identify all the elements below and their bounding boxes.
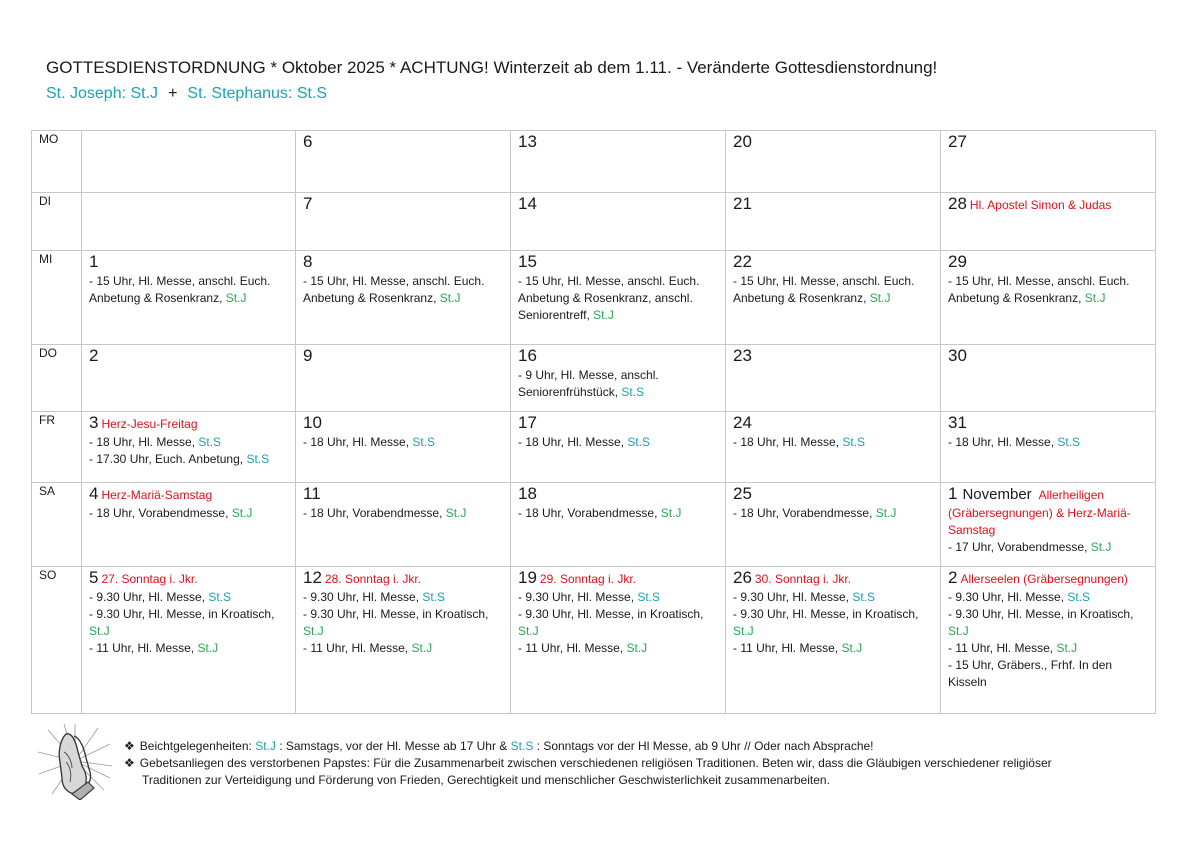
day-cell [82,251,296,345]
event-text: - 18 Uhr, Vorabendmesse, [518,506,661,520]
day-cell [82,567,296,714]
day-cell [511,483,726,567]
event-entry [303,434,506,451]
page-title: GOTTESDIENSTORDNUNG * Oktober 2025 * ACHTUNG! Winterzeit ab dem 1.11. - Veränderte Gottesdienstordnung! [46,58,938,77]
event-text: - 9.30 Uhr, Hl. Messe, in Kroatisch, [89,607,275,621]
day-number: 9 [303,346,313,365]
day-cell [726,483,941,567]
day-header [518,412,721,434]
event-text: - 9.30 Uhr, Hl. Messe, in Kroatisch, [303,607,489,621]
weekday-label: SO [32,567,82,714]
event-text: - 9.30 Uhr, Hl. Messe, [89,590,209,604]
event-text: - 9.30 Uhr, Hl. Messe, [518,590,638,604]
event-text: - 18 Uhr, Vorabendmesse, [89,506,232,520]
day-number: 13 [518,132,537,151]
day-cell [726,251,941,345]
event-entry [733,434,936,451]
day-header [948,251,1151,273]
day-number: 4 [89,484,99,503]
weekday-label: SA [32,483,82,567]
day-number: 7 [303,194,313,213]
day-cell [82,412,296,483]
day-cell [296,193,511,251]
day-header [303,193,506,215]
event-entry [948,657,1151,691]
event-location: St.J [1056,641,1078,655]
day-cell [941,131,1156,193]
event-location: St.J [869,291,891,305]
event-entry [518,434,721,451]
prayer-note-cont: Traditionen zur Verteidigung und Förderung von Frieden, Gerechtigkeit und menschlicher Geschwisterlichkeit zusammenarbeiten. [142,773,830,787]
event-location: St.S [198,435,222,449]
event-text: - 11 Uhr, Hl. Messe, [89,641,198,655]
day-number: 10 [303,413,322,432]
day-cell [726,345,941,412]
day-number: 27 [948,132,967,151]
event-text: - 17.30 Uhr, Euch. Anbetung, [89,452,247,466]
event-location: St.J [231,506,253,520]
event-entry [948,589,1151,606]
event-text: - 18 Uhr, Hl. Messe, [518,435,628,449]
weekday-label: DO [32,345,82,412]
day-cell [511,567,726,714]
day-header [518,131,721,153]
event-text: - 18 Uhr, Hl. Messe, [948,435,1058,449]
calendar-row [32,567,1156,714]
event-text: - 9.30 Uhr, Hl. Messe, in Kroatisch, [518,607,704,621]
day-header [89,483,291,505]
event-entry [89,273,291,307]
weekday-label: MI [32,251,82,345]
event-location: St.S [208,590,232,604]
event-location: St.J [660,506,682,520]
feast-label: 28. Sonntag i. Jkr. [324,572,421,586]
event-location: St.J [89,624,110,638]
calendar-row [32,251,1156,345]
event-text: - 9.30 Uhr, Hl. Messe, [733,590,853,604]
event-text: - 11 Uhr, Hl. Messe, [948,641,1057,655]
day-header [733,567,936,589]
day-number: 8 [303,252,313,271]
event-entry [303,273,506,307]
event-entry [518,367,721,401]
event-text: - 9 Uhr, Hl. Messe, anschl. Seniorenfrühstück, [518,368,659,399]
day-number: 20 [733,132,752,151]
event-location: St.J [225,291,247,305]
event-text: - 11 Uhr, Hl. Messe, [518,641,627,655]
day-cell [296,567,511,714]
day-header [303,131,506,153]
event-location: St.S [637,590,661,604]
day-header [733,131,936,153]
event-location: St.J [303,624,324,638]
event-entry [948,434,1151,451]
day-number: 29 [948,252,967,271]
calendar-row [32,345,1156,412]
day-header [89,345,291,367]
calendar-row [32,483,1156,567]
day-cell [296,483,511,567]
day-header [303,567,506,589]
event-entry [303,606,506,640]
day-cell [296,345,511,412]
feast-label: Allerseelen (Gräbersegnungen) [960,572,1128,586]
day-number: 22 [733,252,752,271]
day-cell [941,483,1156,567]
day-cell [941,412,1156,483]
day-cell [511,131,726,193]
church-legend [46,85,327,103]
event-text: - 15 Uhr, Hl. Messe, anschl. Euch. Anbetung & Rosenkranz, [733,274,915,305]
event-entry [89,505,291,522]
day-header [518,345,721,367]
month-label: November [962,486,1032,503]
day-cell [82,483,296,567]
event-location: St.J [1090,540,1112,554]
confession-text: : Samstags, vor der Hl. Messe ab 17 Uhr & [275,739,511,753]
day-number: 21 [733,194,752,213]
event-entry [733,640,936,657]
feast-label: 30. Sonntag i. Jkr. [754,572,851,586]
prayer-text: Gebetsanliegen des verstorbenen Papstes: Für die Zusammenarbeit zwischen verschiedenen religiösen Traditionen. Beten wir, dass die Gläubigen verschiedener religiöser [139,756,1052,770]
day-cell [941,193,1156,251]
event-text: - 11 Uhr, Hl. Messe, [303,641,412,655]
event-location: St.S [1057,435,1081,449]
confession-label: Beichtgelegenheiten: [139,739,256,753]
day-header [733,412,936,434]
feast-label: 27. Sonntag i. Jkr. [101,572,198,586]
event-text: - 15 Uhr, Hl. Messe, anschl. Euch. Anbetung & Rosenkranz, [89,274,271,305]
event-text: - 15 Uhr, Gräbers., Frhf. In den Kisseln [948,658,1113,689]
location-tag: St.S [510,739,534,753]
event-text: - 9.30 Uhr, Hl. Messe, [948,590,1068,604]
day-number: 31 [948,413,967,432]
feast-label: Hl. Apostel Simon & Judas [969,198,1112,212]
event-entry [303,640,506,657]
event-entry [948,640,1151,657]
day-cell [941,345,1156,412]
day-header [733,483,936,505]
event-entry [89,434,291,451]
event-entry [948,273,1151,307]
event-location: St.J [841,641,863,655]
event-location: St.J [1084,291,1106,305]
day-number: 5 [89,568,99,587]
day-cell [726,131,941,193]
event-text: - 18 Uhr, Hl. Messe, [733,435,843,449]
event-text: - 15 Uhr, Hl. Messe, anschl. Euch. Anbetung & Rosenkranz, [303,274,485,305]
event-text: - 18 Uhr, Vorabendmesse, [733,506,876,520]
day-cell [941,567,1156,714]
calendar-row [32,412,1156,483]
event-location: St.S [627,435,651,449]
event-location: St.J [626,641,648,655]
event-location: St.J [445,506,467,520]
day-cell [511,251,726,345]
confession-note [124,738,1144,755]
day-header [948,483,1151,539]
day-number: 25 [733,484,752,503]
day-cell [296,251,511,345]
day-number: 17 [518,413,537,432]
event-entry [948,606,1151,640]
event-text: - 9.30 Uhr, Hl. Messe, in Kroatisch, [733,607,919,621]
bullet-icon: ❖ [124,756,135,770]
event-location: St.J [439,291,461,305]
day-number: 16 [518,346,537,365]
day-number: 18 [518,484,537,503]
day-number: 19 [518,568,537,587]
day-number: 28 [948,194,967,213]
calendar-row [32,131,1156,193]
day-header [303,251,506,273]
event-entry [518,505,721,522]
day-header [733,345,936,367]
feast-label: 29. Sonntag i. Jkr. [539,572,636,586]
event-text: - 18 Uhr, Vorabendmesse, [303,506,446,520]
bullet-icon: ❖ [124,739,135,753]
day-number: 12 [303,568,322,587]
event-entry [518,606,721,640]
event-entry [733,589,936,606]
day-header [948,193,1151,215]
day-number: 14 [518,194,537,213]
day-header [948,345,1151,367]
confession-text-end: : Sonntags vor der Hl Messe, ab 9 Uhr // Oder nach Absprache! [533,739,874,753]
day-number: 1 [89,252,99,271]
plus-sign: + [168,85,178,102]
day-header [89,412,291,434]
event-location: St.J [518,624,539,638]
day-cell [726,567,941,714]
event-entry [518,640,721,657]
event-text: - 17 Uhr, Vorabendmesse, [948,540,1091,554]
church-st-joseph: St. Joseph: St.J [46,85,159,102]
day-header [303,412,506,434]
event-location: St.S [852,590,876,604]
day-header [303,483,506,505]
event-entry [733,606,936,640]
day-header [518,483,721,505]
event-text: - 15 Uhr, Hl. Messe, anschl. Euch. Anbetung & Rosenkranz, [948,274,1130,305]
day-header [733,251,936,273]
event-text: - 18 Uhr, Hl. Messe, [89,435,199,449]
event-location: St.J [733,624,754,638]
event-location: St.J [197,641,219,655]
event-location: St.S [1067,590,1091,604]
day-header [948,567,1151,589]
day-number: 26 [733,568,752,587]
day-cell [82,193,296,251]
day-header [518,567,721,589]
day-number: 1 [948,484,958,503]
prayer-note [124,755,1144,772]
day-header [303,345,506,367]
day-number: 30 [948,346,967,365]
day-cell [82,131,296,193]
day-cell [511,345,726,412]
event-location: St.S [422,590,446,604]
event-text: - 9.30 Uhr, Hl. Messe, in Kroatisch, [948,607,1134,621]
day-number: 15 [518,252,537,271]
event-text: - 11 Uhr, Hl. Messe, [733,641,842,655]
day-cell [726,412,941,483]
day-header [733,193,936,215]
day-number: 2 [948,568,958,587]
day-number: 3 [89,413,99,432]
day-header [518,251,721,273]
day-header [89,567,291,589]
weekday-label: FR [32,412,82,483]
day-cell [511,193,726,251]
event-location: St.J [411,641,433,655]
praying-hands-icon [36,722,114,800]
day-header [948,131,1151,153]
feast-label: Herz-Mariä-Samstag [101,488,213,502]
event-location: St.S [246,452,270,466]
day-number: 2 [89,346,99,365]
location-tag: St.J [255,739,276,753]
day-header [89,251,291,273]
event-location: St.J [593,308,614,322]
event-entry [733,273,936,307]
event-location: St.S [621,385,645,399]
event-entry [303,589,506,606]
weekday-label: MO [32,131,82,193]
event-location: St.J [948,624,969,638]
feast-label: Herz-Jesu-Freitag [101,417,198,431]
day-cell [82,345,296,412]
calendar-row [32,193,1156,251]
event-text: - 15 Uhr, Hl. Messe, anschl. Euch. Anbetung & Rosenkranz, anschl. Seniorentreff, [518,274,700,322]
event-location: St.S [842,435,866,449]
feast-label: Allerheiligen (Gräbersegnungen) & Herz-Mariä-Samstag [948,488,1131,537]
day-number: 23 [733,346,752,365]
day-number: 11 [303,484,321,503]
day-header [948,412,1151,434]
event-entry [518,589,721,606]
event-location: St.S [412,435,436,449]
event-entry [948,539,1151,556]
event-entry [89,606,291,640]
event-entry [89,640,291,657]
event-text: - 9.30 Uhr, Hl. Messe, [303,590,423,604]
footer-notes [124,738,1144,789]
day-cell [296,131,511,193]
event-entry [518,273,721,324]
day-number: 24 [733,413,752,432]
event-entry [89,451,291,468]
event-entry [89,589,291,606]
weekday-label: DI [32,193,82,251]
day-cell [511,412,726,483]
event-entry [303,505,506,522]
event-text: - 18 Uhr, Hl. Messe, [303,435,413,449]
day-cell [296,412,511,483]
day-number: 6 [303,132,313,151]
day-header [518,193,721,215]
event-location: St.J [875,506,897,520]
calendar-table [31,130,1156,714]
day-cell [941,251,1156,345]
day-cell [726,193,941,251]
event-entry [733,505,936,522]
church-st-stephanus: St. Stephanus: St.S [187,85,328,102]
